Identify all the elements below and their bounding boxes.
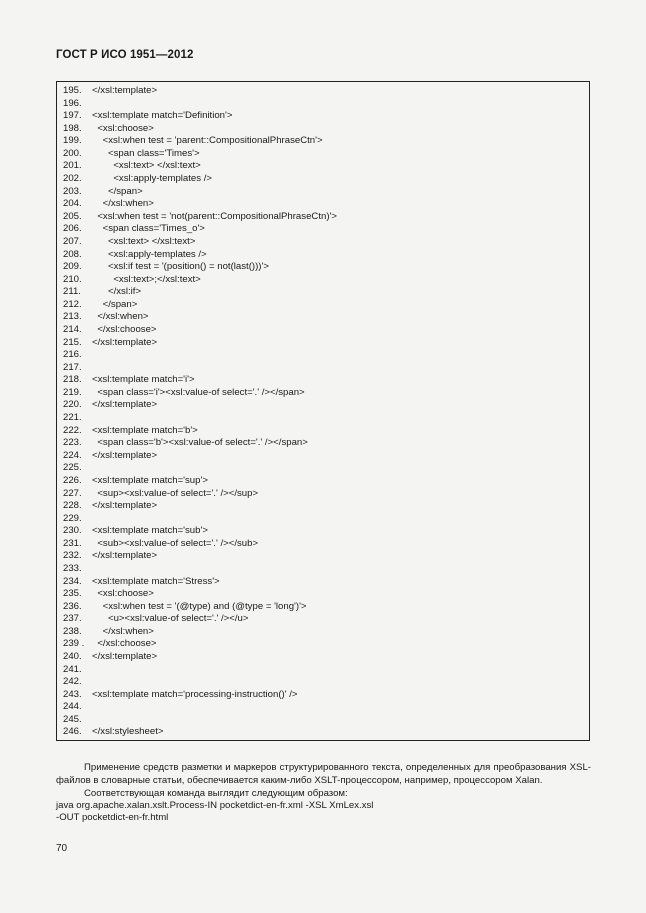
- line-number: 230.: [63, 525, 82, 537]
- code-line: [63, 412, 589, 425]
- code-line: [63, 437, 589, 450]
- code-text: <xsl:when test = '(@type) and (@type = 'long')'>: [92, 600, 307, 612]
- code-text: </xsl:choose>: [92, 323, 157, 335]
- code-line: [63, 651, 589, 664]
- code-line: [63, 299, 589, 312]
- code-line: [63, 500, 589, 513]
- body-paragraph-command-intro: Соответствующая команда выглядит следующим образом:: [84, 788, 348, 799]
- line-number: 222.: [63, 424, 82, 436]
- code-line: [63, 714, 589, 727]
- line-number: 215.: [63, 336, 82, 348]
- code-line: [63, 701, 589, 714]
- code-text: <sub><xsl:value-of select='.' /></sub>: [92, 537, 259, 549]
- code-text: <xsl:template match='Definition'>: [92, 110, 233, 122]
- code-line: [63, 123, 589, 136]
- line-number: 200.: [63, 147, 82, 159]
- line-number: 243.: [63, 688, 82, 700]
- line-number: 199.: [63, 135, 82, 147]
- code-text: </xsl:if>: [92, 286, 142, 298]
- line-number: 195.: [63, 85, 82, 96]
- code-text: <u><xsl:value-of select='.' /></u>: [92, 613, 249, 625]
- code-line: [63, 601, 589, 614]
- code-line: [63, 349, 589, 362]
- code-line: [63, 676, 589, 689]
- line-number: 242.: [63, 676, 82, 688]
- code-text: <xsl:choose>: [92, 122, 154, 134]
- page-number: 70: [56, 843, 68, 854]
- line-number: 206.: [63, 223, 82, 235]
- line-number: 216.: [63, 349, 82, 361]
- code-line: [63, 98, 589, 111]
- line-number: 201.: [63, 160, 82, 172]
- code-text: <xsl:text> </xsl:text>: [92, 235, 196, 247]
- line-number: 231.: [63, 537, 82, 549]
- code-text: <xsl:template match='processing-instruction()' />: [92, 688, 298, 700]
- code-line: [63, 626, 589, 639]
- code-text: </xsl:when>: [92, 311, 149, 323]
- line-number: 223.: [63, 437, 82, 449]
- code-text: </xsl:template>: [92, 651, 158, 663]
- code-line: [63, 198, 589, 211]
- code-line: [63, 211, 589, 224]
- body-paragraph: Применение средств разметки и маркеров структурированного текста, определенных для преобразования XSL-файлов в словарные статьи, обеспечивается каким-либо XSLT-процессором, например, процессором Xalan.: [56, 762, 591, 786]
- code-text: </xsl:template>: [92, 85, 158, 96]
- code-text: <span class='Times_o'>: [92, 223, 205, 235]
- line-number: 228.: [63, 500, 82, 512]
- code-text: <xsl:if test = '(position() = not(last()))'>: [92, 261, 269, 273]
- code-line: [63, 261, 589, 274]
- code-text: <xsl:apply-templates />: [92, 173, 212, 185]
- code-text: <xsl:template match='i'>: [92, 374, 195, 386]
- code-text: </xsl:when>: [92, 625, 154, 637]
- code-line: [63, 638, 589, 651]
- code-line: [63, 399, 589, 412]
- line-number: 244.: [63, 701, 82, 713]
- code-line: [63, 576, 589, 589]
- code-text: <xsl:template match='b'>: [92, 424, 198, 436]
- code-line: [63, 236, 589, 249]
- code-listing: [56, 81, 590, 741]
- line-number: 246.: [63, 726, 82, 738]
- code-line: [63, 223, 589, 236]
- line-number: 202.: [63, 173, 82, 185]
- line-number: 196.: [63, 97, 82, 109]
- code-text: <xsl:when test = 'parent::CompositionalPhraseCtn'>: [92, 135, 323, 147]
- line-number: 240.: [63, 651, 82, 663]
- line-number: 237.: [63, 613, 82, 625]
- line-number: 212.: [63, 298, 82, 310]
- code-line: [63, 274, 589, 287]
- code-line: [63, 374, 589, 387]
- code-line: [63, 148, 589, 161]
- code-line: [63, 664, 589, 677]
- code-text: </xsl:choose>: [92, 638, 157, 650]
- line-number: 227.: [63, 487, 82, 499]
- code-text: </xsl:stylesheet>: [92, 726, 164, 738]
- code-line: [63, 613, 589, 626]
- code-text: </xsl:when>: [92, 198, 154, 210]
- code-line: [63, 249, 589, 262]
- code-line: [63, 425, 589, 438]
- line-number: 203.: [63, 185, 82, 197]
- line-number: 204.: [63, 198, 82, 210]
- code-line: [63, 160, 589, 173]
- code-text: <xsl:text> </xsl:text>: [92, 160, 201, 172]
- code-line: [63, 462, 589, 475]
- line-number: 229.: [63, 512, 82, 524]
- code-line: [63, 110, 589, 123]
- code-text: <span class='Times'>: [92, 147, 200, 159]
- code-line: [63, 513, 589, 526]
- code-line: [63, 563, 589, 576]
- line-number: 209.: [63, 261, 82, 273]
- line-number: 224.: [63, 449, 82, 461]
- line-number: 235.: [63, 588, 82, 600]
- line-number: 239 .: [63, 638, 85, 650]
- code-line: [63, 173, 589, 186]
- line-number: 219.: [63, 386, 82, 398]
- line-number: 217.: [63, 361, 82, 373]
- code-text: </span>: [92, 298, 138, 310]
- code-line: [63, 387, 589, 400]
- code-text: <xsl:apply-templates />: [92, 248, 207, 260]
- line-number: 233.: [63, 562, 82, 574]
- code-line: [63, 550, 589, 563]
- line-number: 197.: [63, 110, 82, 122]
- line-number: 213.: [63, 311, 82, 323]
- code-line: [63, 337, 589, 350]
- line-number: 198.: [63, 122, 82, 134]
- code-text: <xsl:template match='sup'>: [92, 474, 208, 486]
- code-line: [63, 525, 589, 538]
- code-text: <xsl:template match='sub'>: [92, 525, 208, 537]
- code-line: [63, 311, 589, 324]
- code-text: </xsl:template>: [92, 336, 158, 348]
- code-line: [63, 726, 589, 739]
- line-number: 208.: [63, 248, 82, 260]
- line-number: 245.: [63, 713, 82, 725]
- code-line: [63, 475, 589, 488]
- code-text: <sup><xsl:value-of select='.' /></sup>: [92, 487, 259, 499]
- command-line-continuation: -OUT pocketdict-en-fr.html: [56, 812, 169, 823]
- code-text: </span>: [92, 185, 143, 197]
- line-number: 220.: [63, 399, 82, 411]
- code-text: </xsl:template>: [92, 449, 158, 461]
- code-line: [63, 362, 589, 375]
- code-text: <xsl:template match='Stress'>: [92, 575, 220, 587]
- code-text: </xsl:template>: [92, 500, 158, 512]
- command-line: java org.apache.xalan.xslt.Process-IN pocketdict-en-fr.xml -XSL XmLex.xsl: [56, 800, 374, 811]
- code-line: [63, 538, 589, 551]
- line-number: 238.: [63, 625, 82, 637]
- line-number: 225.: [63, 462, 82, 474]
- code-text: <span class='b'><xsl:value-of select='.' /></span>: [92, 437, 308, 449]
- line-number: 232.: [63, 550, 82, 562]
- code-line: [63, 85, 589, 98]
- line-number: 205.: [63, 210, 82, 222]
- code-line: [63, 324, 589, 337]
- line-number: 234.: [63, 575, 82, 587]
- code-text: <span class='i'><xsl:value-of select='.' /></span>: [92, 386, 305, 398]
- code-line: [63, 488, 589, 501]
- code-line: [63, 286, 589, 299]
- code-line: [63, 588, 589, 601]
- code-line: [63, 135, 589, 148]
- line-number: 214.: [63, 323, 82, 335]
- code-line: [63, 450, 589, 463]
- line-number: 221.: [63, 412, 82, 424]
- code-text: </xsl:template>: [92, 399, 158, 411]
- code-text: <xsl:when test = 'not(parent::CompositionalPhraseCtn)'>: [92, 210, 337, 222]
- code-text: <xsl:choose>: [92, 588, 154, 600]
- line-number: 226.: [63, 474, 82, 486]
- line-number: 236.: [63, 600, 82, 612]
- code-line: [63, 689, 589, 702]
- line-number: 218.: [63, 374, 82, 386]
- page-header: ГОСТ Р ИСО 1951—2012: [56, 49, 194, 61]
- line-number: 207.: [63, 235, 82, 247]
- line-number: 211.: [63, 286, 81, 298]
- code-text: </xsl:template>: [92, 550, 158, 562]
- code-line: [63, 186, 589, 199]
- code-text: <xsl:text>;</xsl:text>: [92, 273, 201, 285]
- line-number: 241.: [63, 663, 82, 675]
- line-number: 210.: [63, 273, 82, 285]
